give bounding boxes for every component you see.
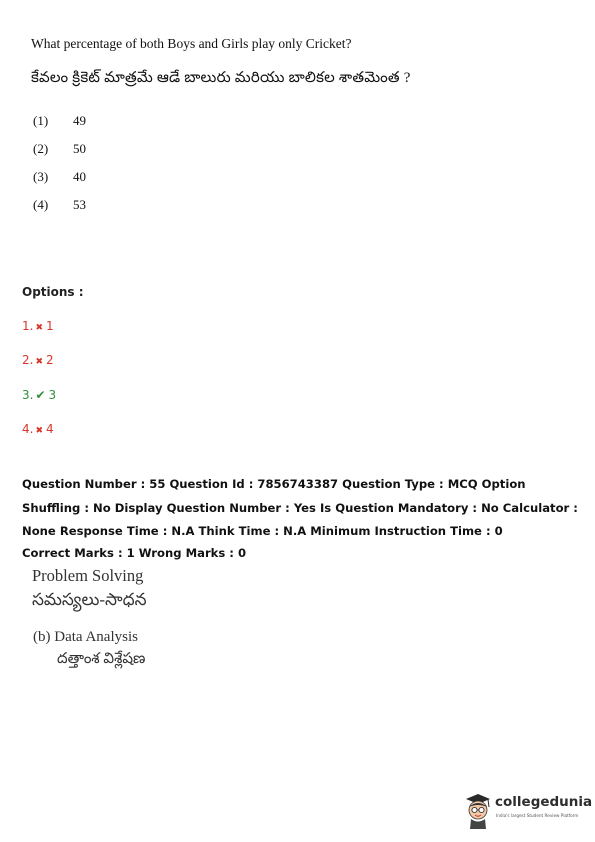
- question-metadata: Question Number : 55 Question Id : 7856743387 Question Type : MCQ Option Shuffling : No Display Question Number : Yes Is Question Mandatory : No Calculator : None Response Time : N.A Think Time : N.A Minimum Instruction Time : 0: [22, 477, 578, 538]
- option-value: 3: [48, 388, 57, 402]
- choice-number: (3): [33, 169, 49, 184]
- option-index: 4.: [22, 422, 34, 436]
- logo-wordmark: collegedunia: [495, 794, 593, 810]
- option-2: [22, 353, 54, 367]
- choice-number: (4): [33, 197, 49, 212]
- cross-icon: ✖: [35, 426, 43, 436]
- answer-choice-4: [33, 197, 86, 213]
- cross-icon: ✖: [35, 357, 43, 367]
- option-value: 4: [46, 422, 54, 436]
- choice-value: 50: [73, 141, 86, 156]
- mascot-icon: [462, 791, 494, 829]
- section-title-english: Problem Solving: [32, 566, 144, 585]
- answer-choice-1: [33, 113, 86, 129]
- subsection-title-english: (b) Data Analysis: [33, 629, 138, 645]
- subsection-title-telugu: దత్తాంశ విశ్లేషణ: [57, 651, 146, 667]
- cross-icon: ✖: [35, 323, 43, 333]
- option-value: 2: [46, 353, 54, 367]
- marks-info: Correct Marks : 1 Wrong Marks : 0: [22, 546, 247, 560]
- question-text-english: What percentage of both Boys and Girls play only Cricket?: [31, 36, 352, 51]
- collegedunia-logo: [462, 791, 592, 831]
- section-title-telugu: సమస్యలు-సాధన: [32, 590, 147, 609]
- options-heading: Options :: [22, 285, 84, 299]
- answer-choice-2: [33, 141, 86, 157]
- choice-value: 53: [73, 197, 86, 212]
- option-index: 2.: [22, 353, 34, 367]
- option-value: 1: [46, 319, 54, 333]
- option-3: [22, 388, 56, 402]
- option-4: [22, 422, 54, 436]
- option-index: 3.: [22, 388, 34, 402]
- choice-number: (1): [33, 113, 49, 128]
- check-icon: ✔: [35, 388, 46, 402]
- choice-value: 49: [73, 113, 86, 128]
- choice-number: (2): [33, 141, 49, 156]
- choice-value: 40: [73, 169, 86, 184]
- option-1: [22, 319, 54, 333]
- logo-tagline: India's largest Student Review Platform: [496, 813, 579, 818]
- option-index: 1.: [22, 319, 34, 333]
- question-text-telugu: కేవలం క్రికెట్ మాత్రమే ఆడే బాలురు మరియు బాలికల శాతమెంత ?: [31, 70, 411, 86]
- answer-choice-3: [33, 169, 86, 185]
